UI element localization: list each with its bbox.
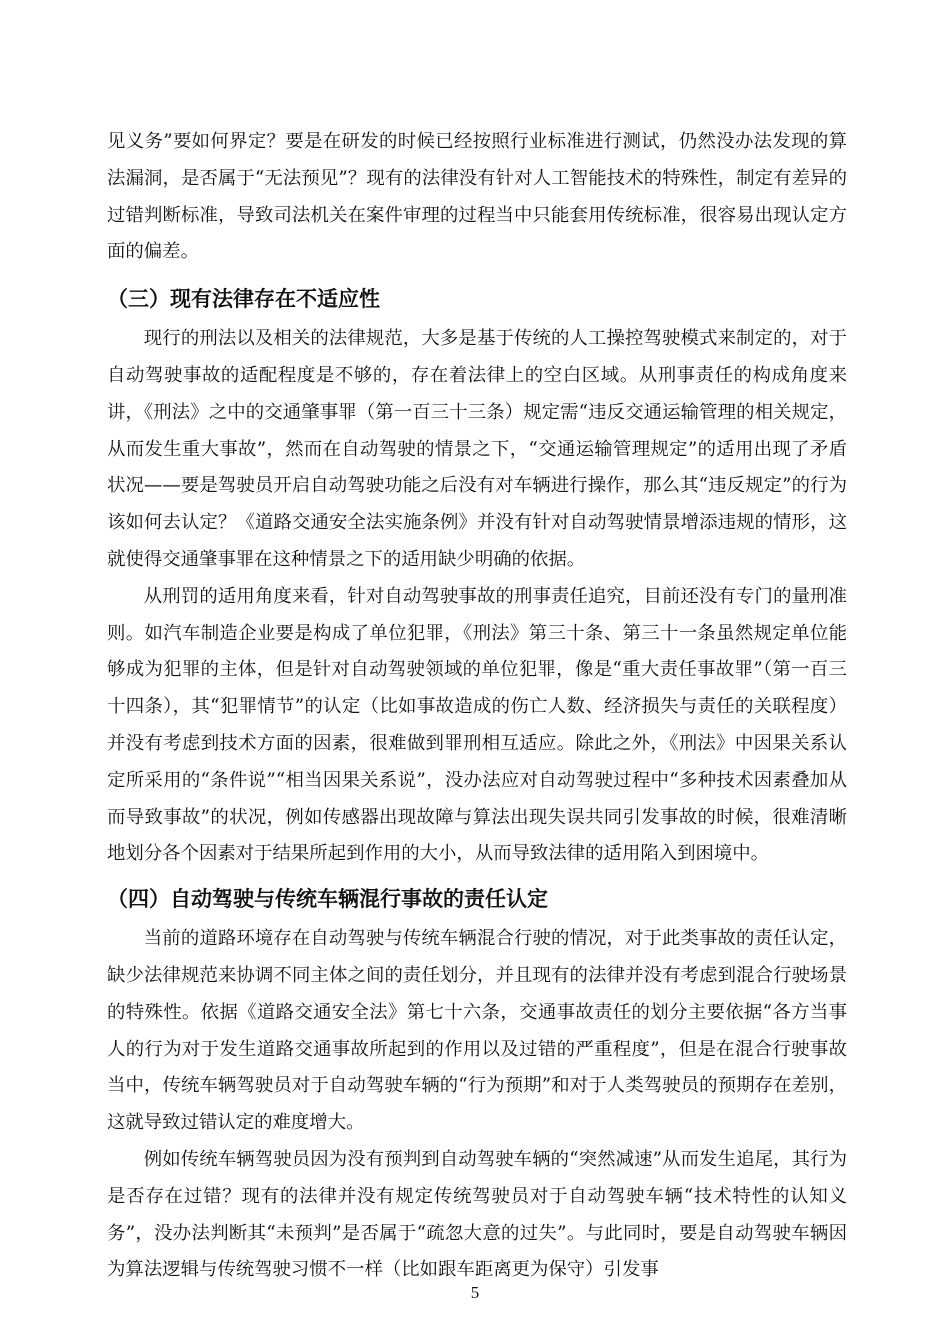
paragraph: 现行的刑法以及相关的法律规范，大多是基于传统的人工操控驾驶模式来制定的，对于自动驾驶事故的适配程度是不够的，存在着法律上的空白区域。从刑事责任的构成角度来讲，《刑法》之中的交通肇事罪（第一百三十三条）规定需“违反交通运输管理的相关规定，从而发生重大事故”，然而在自动驾驶的情景之下，“交通运输管理规定”的适用出现了矛盾状况——要是驾驶员开启自动驾驶功能之后没有对车辆进行操作，那么其“违反规定”的行为该如何去认定？《道路交通安全法实施条例》并没有针对自动驾驶情景增添违规的情形，这就使得交通肇事罪在这种情景之下的适用缺少明确的依据。 xyxy=(107,328,847,570)
section-heading-4: （四）自动驾驶与传统车辆混行事故的责任认定 xyxy=(107,887,548,912)
section-heading-3: （三）现有法律存在不适应性 xyxy=(107,287,380,312)
page-body xyxy=(107,124,847,1289)
page-number: 5 xyxy=(470,1283,480,1302)
paragraph: 当前的道路环境存在自动驾驶与传统车辆混合行驶的情况，对于此类事故的责任认定，缺少法律规范来协调不同主体之间的责任划分，并且现有的法律并没有考虑到混合行驶场景的特殊性。依据《道路交通安全法》第七十六条，交通事故责任的划分主要依据“各方当事人的行为对于发生道路交通事故所起到的作用以及过错的严重程度”，但是在混合行驶事故当中，传统车辆驾驶员对于自动驾驶车辆的“行为预期”和对于人类驾驶员的预期存在差别，这就导致过错认定的难度增大。 xyxy=(107,928,847,1134)
paragraph: 例如传统车辆驾驶员因为没有预判到自动驾驶车辆的“突然减速”从而发生追尾，其行为是否存在过错？现有的法律并没有规定传统驾驶员对于自动驾驶车辆“技术特性的认知义务”，没办法判断其“未预判”是否属于“疏忽大意的过失”。与此同时，要是自动驾驶车辆因为算法逻辑与传统驾驶习惯不一样（比如跟车距离更为保守）引发事 xyxy=(107,1148,847,1281)
paragraph-continuation: 见义务”要如何界定？要是在研发的时候已经按照行业标准进行测试，仍然没办法发现的算法漏洞，是否属于“无法预见”？现有的法律没有针对人工智能技术的特殊性，制定有差异的过错判断标准，导致司法机关在案件审理的过程当中只能套用传统标准，很容易出现认定方面的偏差。 xyxy=(107,131,847,263)
paragraph: 从刑罚的适用角度来看，针对自动驾驶事故的刑事责任追究，目前还没有专门的量刑准则。如汽车制造企业要是构成了单位犯罪，《刑法》第三十条、第三十一条虽然规定单位能够成为犯罪的主体，但是针对自动驾驶领域的单位犯罪，像是“重大责任事故罪”（第一百三十四条），其“犯罪情节”的认定（比如事故造成的伤亡人数、经济损失与责任的关联程度）并没有考虑到技术方面的因素，很难做到罪刑相互适应。除此之外，《刑法》中因果关系认定所采用的“条件说”“相当因果关系说”，没办法应对自动驾驶过程中“多种技术因素叠加从而导致事故”的状况，例如传感器出现故障与算法出现失误共同引发事故的时候，很难清晰地划分各个因素对于结果所起到作用的大小，从而导致法律的适用陷入到困境中。 xyxy=(107,585,847,865)
